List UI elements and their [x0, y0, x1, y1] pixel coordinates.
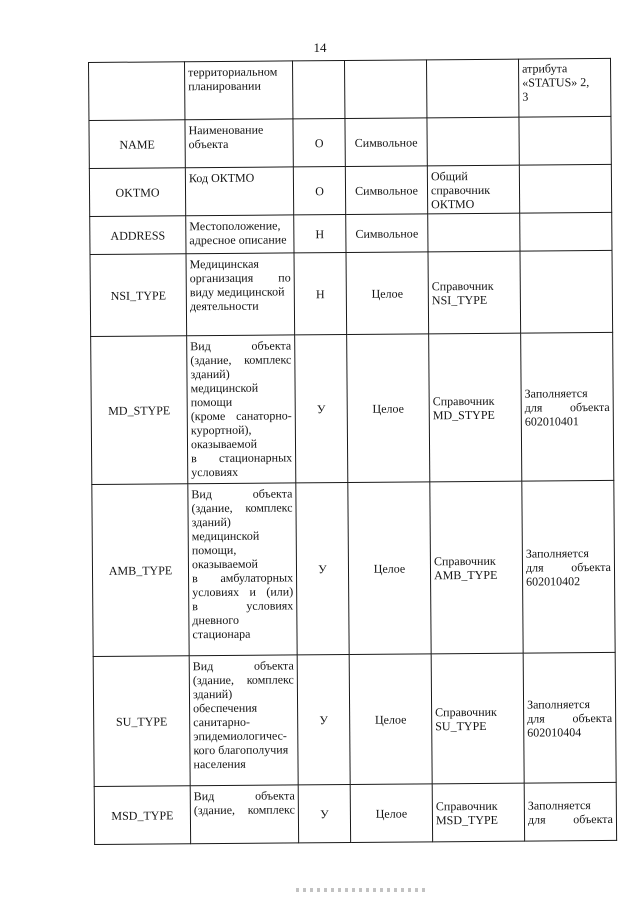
data-type-cell: Целое	[346, 252, 429, 335]
reference-line: MSD_TYPE	[435, 812, 499, 827]
reference-line: MD_STYPE	[432, 407, 495, 422]
note-cell	[523, 652, 616, 783]
description-line: условиях и (или)	[192, 584, 294, 600]
reference-cell	[426, 59, 518, 118]
description-line: в амбулаторных	[192, 570, 294, 586]
requirement-cell: Н	[294, 214, 346, 252]
table-row	[91, 332, 614, 484]
description-line: зданий)	[191, 514, 231, 530]
table-row	[93, 652, 616, 786]
requirement-cell: О	[293, 118, 345, 166]
document-sheet	[88, 58, 616, 844]
reference-line: справочник	[430, 182, 491, 197]
requirement-cell: У	[296, 482, 349, 654]
description-line: Вид объекта	[193, 788, 295, 804]
note-cell	[524, 782, 616, 841]
reference-cell	[429, 333, 522, 482]
description-line: (здание, комплекс	[191, 500, 293, 516]
data-type-cell: Символьное	[346, 214, 428, 253]
note-line: для объекта	[525, 559, 612, 575]
description-line: Вид объекта	[191, 486, 293, 502]
attribute-table	[88, 58, 617, 845]
description-line: медицинской	[191, 528, 260, 544]
requirement-cell: Н	[294, 252, 347, 334]
description-line: Наименование	[188, 122, 264, 138]
data-type-cell: Целое	[347, 334, 430, 483]
note-line: для объекта	[527, 710, 613, 726]
note-cell	[521, 332, 614, 481]
description-line: (здание, комплекс	[193, 802, 295, 818]
table-row	[90, 212, 612, 254]
note-cell	[519, 116, 611, 165]
description-line: оказываемой	[190, 436, 258, 452]
description-line: объекта	[188, 136, 229, 152]
description-line: (кроме санаторно-	[190, 408, 292, 424]
description-cell	[185, 119, 293, 168]
reference-line: Справочник	[432, 393, 495, 408]
requirement-cell: У	[297, 654, 350, 784]
reference-line: NSI_TYPE	[431, 292, 488, 307]
description-cell	[186, 215, 294, 254]
table-row	[89, 164, 611, 216]
note-cell	[518, 58, 610, 117]
requirement-cell: У	[295, 334, 348, 482]
data-type-cell	[344, 60, 426, 119]
table-row	[89, 58, 611, 120]
page-number: 14	[313, 40, 327, 55]
description-cell	[186, 253, 295, 336]
reference-cell	[432, 783, 524, 842]
description-cell	[189, 655, 298, 786]
description-cell	[185, 167, 293, 216]
description-line: оказываемой	[191, 556, 258, 572]
reference-cell	[428, 251, 521, 334]
description-line: обеспечения	[193, 700, 258, 716]
note-line: Заполняется	[525, 545, 589, 561]
description-line: помощи,	[191, 542, 237, 558]
description-line: Код ОКТМО	[188, 170, 255, 186]
description-cell	[190, 785, 298, 844]
note-line: Заполняется	[527, 797, 591, 813]
field-code-cell: AMB_TYPE	[92, 484, 189, 657]
note-line: атрибута	[522, 61, 568, 76]
field-code-cell	[89, 62, 185, 121]
description-line: в стационарных	[191, 450, 293, 466]
description-line: планировании	[188, 78, 261, 94]
reference-cell	[427, 165, 519, 214]
table-row	[94, 782, 616, 844]
data-type-cell: Символьное	[345, 166, 427, 215]
description-cell	[188, 483, 297, 656]
reference-line: SU_TYPE	[435, 718, 487, 733]
note-line: 3	[522, 89, 529, 104]
description-line: помощи	[190, 394, 233, 410]
description-line: санитарно-	[193, 714, 251, 730]
note-cell	[520, 250, 613, 333]
description-line: деятельности	[189, 298, 259, 314]
field-code-cell: MD_STYPE	[91, 336, 188, 485]
description-line: Вид объекта	[190, 338, 292, 354]
table-row	[89, 116, 611, 168]
description-line: условиях	[191, 464, 239, 480]
table-row	[92, 480, 615, 656]
field-code-cell: MSD_TYPE	[94, 786, 190, 845]
note-line: Заполняется	[527, 696, 591, 712]
description-cell	[185, 61, 293, 120]
reference-cell	[431, 653, 524, 784]
description-line: Вид объекта	[192, 658, 294, 674]
requirement-cell	[292, 60, 344, 118]
data-type-cell: Целое	[349, 654, 432, 785]
note-line: 602010402	[526, 573, 581, 589]
description-line: Местоположение,	[189, 218, 281, 234]
description-line: адресное описание	[189, 232, 287, 248]
description-line: зданий)	[192, 686, 233, 702]
reference-cell	[428, 213, 520, 252]
field-code-cell: NAME	[89, 120, 185, 169]
description-cell	[187, 335, 296, 484]
description-line: эпидемиологичес-	[193, 728, 287, 744]
reference-cell	[430, 481, 523, 654]
description-line: кого благополучия	[193, 742, 289, 758]
note-cell	[520, 212, 612, 251]
field-code-cell: SU_TYPE	[93, 656, 190, 787]
data-type-cell: Целое	[350, 784, 432, 843]
note-line: «STATUS» 2,	[522, 75, 590, 90]
field-code-cell: OKTMO	[89, 168, 185, 217]
reference-line: AMB_TYPE	[433, 567, 498, 582]
description-line: зданий)	[190, 366, 230, 382]
description-line: территориальном	[188, 64, 278, 80]
description-line: Медицинская	[189, 256, 259, 272]
requirement-cell: У	[298, 784, 350, 842]
note-line: для объекта	[524, 399, 610, 415]
scan-artifact	[296, 888, 426, 892]
reference-line: Общий	[430, 168, 468, 183]
field-code-cell: ADDRESS	[90, 216, 186, 255]
note-line: 602010401	[524, 413, 579, 429]
description-line: дневного	[192, 612, 240, 628]
description-line: населения	[193, 756, 246, 772]
description-line: в условиях	[192, 598, 294, 614]
description-line: (здание, комплекс	[190, 352, 292, 368]
reference-line: ОКТМО	[431, 196, 475, 211]
reference-line: Справочник	[431, 278, 494, 293]
field-code-cell: NSI_TYPE	[90, 254, 187, 337]
description-line: (здание, комплекс	[192, 672, 294, 688]
data-type-cell: Целое	[348, 482, 431, 655]
note-cell	[519, 164, 611, 213]
note-line: 602010404	[527, 724, 582, 740]
description-line: организация по	[189, 270, 291, 286]
note-line: для объекта	[527, 811, 614, 827]
attribute-table-body	[89, 58, 617, 844]
requirement-cell: О	[293, 166, 345, 214]
data-type-cell: Символьное	[345, 118, 427, 167]
description-line: стационара	[192, 626, 251, 642]
table-row	[90, 250, 613, 336]
description-line: курортной),	[190, 422, 252, 438]
note-cell	[522, 480, 615, 653]
reference-line: Справочник	[435, 704, 497, 719]
description-line: виду медицинской	[189, 284, 285, 300]
description-line: медицинской	[190, 380, 259, 396]
reference-line: Справочник	[433, 553, 496, 568]
note-line: Заполняется	[524, 385, 588, 401]
reference-cell	[427, 117, 519, 166]
reference-line: Справочник	[435, 798, 498, 813]
